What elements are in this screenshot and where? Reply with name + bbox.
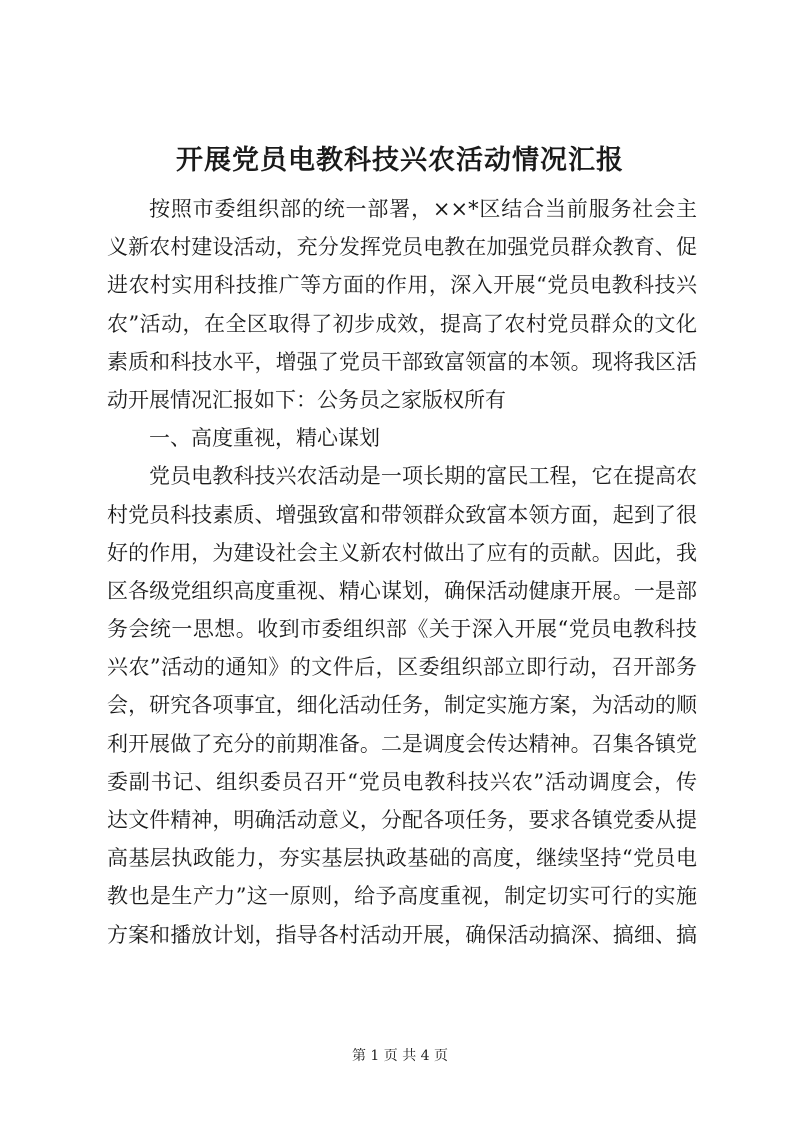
document-body (107, 190, 697, 954)
paragraph-line: 高基层执政能力，夯实基层执政基础的高度，继续坚持“党员电 (107, 846, 697, 871)
section-heading: 一、高度重视，精心谋划 (149, 426, 380, 451)
paragraph-line: 达文件精神，明确活动意义，分配各项任务，要求各镇党委从提 (107, 808, 697, 832)
paragraph-line: 委副书记、组织委员召开“党员电教科技兴农”活动调度会，传 (107, 769, 697, 794)
paragraph-line: 素质和科技水平，增强了党员干部致富领富的本领。现将我区活 (107, 349, 697, 374)
paragraph-line: 务会统一思想。收到市委组织部《关于深入开展“党员电教科技 (107, 617, 697, 642)
paragraph-line: 兴农”活动的通知》的文件后，区委组织部立即行动，召开部务 (107, 655, 697, 680)
page-number-footer: 第 1 页 共 4 页 (351, 1048, 449, 1064)
document-title: 开展党员电教科技兴农活动情况汇报 (176, 145, 624, 176)
paragraph-line: 进农村实用科技推广等方面的作用，深入开展“党员电教科技兴 (107, 273, 697, 298)
paragraph-line: 农”活动，在全区取得了初步成效，提高了农村党员群众的文化 (107, 311, 697, 336)
paragraph-line: 按照市委组织部的统一部署，××*区结合当前服务社会主 (149, 197, 697, 221)
paragraph-line: 党员电教科技兴农活动是一项长期的富民工程，它在提高农 (149, 464, 697, 489)
paragraph-line: 好的作用，为建设社会主义新农村做出了应有的贡献。因此，我 (107, 540, 697, 565)
paragraph-line: 区各级党组织高度重视、精心谋划，确保活动健康开展。一是部 (107, 578, 697, 603)
paragraph-line: 村党员科技素质、增强致富和带领群众致富本领方面，起到了很 (107, 502, 697, 527)
paragraph-line: 利开展做了充分的前期准备。二是调度会传达精神。召集各镇党 (107, 731, 697, 756)
paragraph-line: 会，研究各项事宜，细化活动任务，制定实施方案，为活动的顺 (107, 693, 697, 718)
paragraph-line: 动开展情况汇报如下：公务员之家版权所有 (107, 387, 506, 412)
paragraph-line: 义新农村建设活动，充分发挥党员电教在加强党员群众教育、促 (107, 235, 697, 260)
paragraph-line: 教也是生产力”这一原则，给予高度重视，制定切实可行的实施 (107, 884, 697, 909)
paragraph-line: 方案和播放计划，指导各村活动开展，确保活动搞深、搞细、搞 (107, 922, 697, 947)
